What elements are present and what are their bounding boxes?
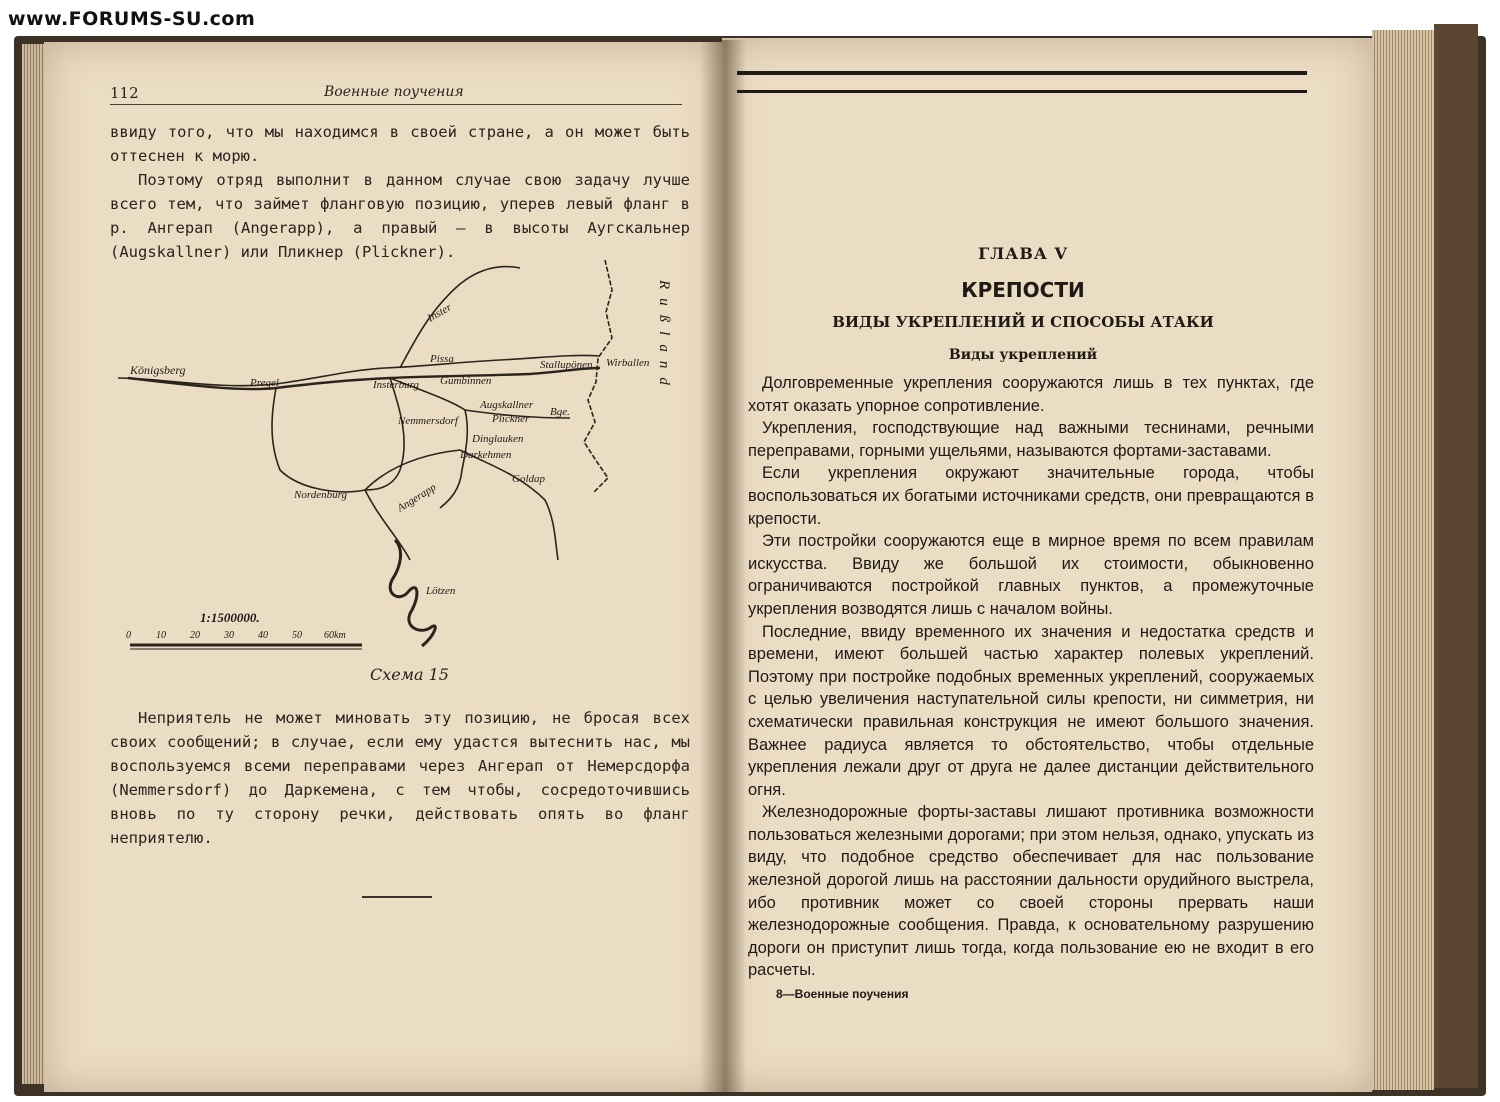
map-label-pissa: Pissa — [430, 353, 454, 365]
map-scale-bar — [130, 645, 362, 649]
map-label-angerapp: Angerapp — [395, 481, 439, 515]
left-page-bottom-text — [110, 706, 690, 850]
book-spine-shadow — [1434, 24, 1478, 1088]
scale-tick: 0 — [126, 630, 131, 641]
page-number: 112 — [110, 84, 139, 102]
top-rule-secondary — [737, 90, 1307, 93]
right-page-text — [748, 372, 1314, 982]
map-label-nemmersdorf: Nemmersdorf — [398, 415, 458, 427]
paragraph: Если укрепления окружают значительные города, чтобы воспользоваться их богатыми источниками средств, они превращаются в крепости. — [748, 464, 1314, 528]
scale-tick: 60km — [324, 630, 346, 641]
paragraph: Железнодорожные форты-заставы лишают противника возможности пользоваться железными дорогами; при этом нельзя, однако, упускать из виду, что подобное средство обеспечивает для нас пользование железной дорогой лишь на расстоянии дальности орудийного выстрела, ибо противник может со своей стороны прервать наши железнодорожные сообщения. Правда, к основательному разрушению дороги он приступит лишь тогда, когда пользование ею не входит в его расчеты. — [748, 803, 1314, 980]
end-rule — [362, 896, 432, 898]
running-head — [110, 84, 682, 105]
map-label-pregel: Pregel — [250, 377, 279, 389]
paragraph: Последние, ввиду временного их значения и недостатка средств и времени, имеют большей частью характер полевых укреплений. Поэтому при постройке подобных временных укреплений, сооружаемых с целью увеличения наступательной силы крепости, ни симметрия, ни схематически правильная конструкция не имеют большого значения. Важнее радиуса является то обстоятельство, чтобы отдельные укрепления лежали друг от друга не далее дистанции действительного огня. — [748, 622, 1314, 799]
paragraph: ввиду того, что мы находимся в своей стране, а он может быть оттеснен к морю. — [110, 123, 690, 165]
map-scale-ticks — [126, 630, 346, 641]
map-label-lotzen: Lötzen — [426, 585, 456, 597]
right-page-edges — [1372, 30, 1434, 1090]
top-rule — [737, 71, 1307, 75]
map-label-stallupönen: Stallupönen — [540, 359, 593, 371]
map-label-konigsberg: Königsberg — [130, 363, 186, 377]
chapter-title: КРЕПОСТИ — [961, 278, 1085, 302]
book-gutter — [700, 40, 746, 1092]
scale-tick: 30 — [224, 630, 234, 641]
paragraph: Неприятель не может миновать эту позицию, не бросая всех своих сообщений; в случае, если ему удастся вытеснить нас, мы воспользуемся всеми переправами через Ангерап от Немерсдорфа (Nemmersdorf) до Даркемена, с тем чтобы, сосредоточившись вновь по ту сторону речки, действовать опять во фланг неприятелю. — [110, 709, 690, 847]
map-caption: Схема 15 — [370, 665, 449, 684]
running-head-title: Военные поучения — [324, 84, 464, 100]
scale-tick: 20 — [190, 630, 200, 641]
scale-tick: 10 — [156, 630, 166, 641]
paragraph: Эти постройки сооружаются еще в мирное время по всем правилам искусства. Ввиду же большой их стоимости, обыкновенно ограничиваются постройкой главных пунктов, а промежуточные укрепления возводятся лишь с началом войны. — [748, 532, 1314, 618]
chapter-label: ГЛАВА V — [978, 244, 1068, 263]
watermark: www.FORUMS-SU.com — [8, 8, 256, 30]
left-page-edges — [22, 44, 46, 1084]
map-scale-label: 1:1500000. — [200, 610, 260, 625]
left-page-top-text — [110, 120, 690, 264]
map-label-russland: Rußland — [656, 280, 672, 394]
map-label-plickner: Plickner — [492, 413, 530, 425]
signature-mark: 8—Военные поучения — [776, 987, 909, 1001]
map-label-gumbinnen: Gumbinnen — [440, 375, 492, 387]
map-label-bge: Bge. — [550, 406, 570, 418]
map-label-augskallner: Augskallner — [480, 399, 534, 411]
paragraph: Поэтому отряд выполнит в данном случае свою задачу лучше всего тем, что займет фланговую позицию, уперев левый фланг в р. Ангерап (Angerapp), а правый — в высоты Аугскальнер (Augskallner) или Пликнер (Plickner). — [110, 171, 690, 261]
map-label-darkehmen: Darkehmen — [460, 449, 512, 461]
paragraph: Долговременные укрепления сооружаются лишь в тех пунктах, где хотят оказать упорное сопротивление. — [748, 374, 1314, 415]
scale-tick: 40 — [258, 630, 268, 641]
map-label-insterburg: Insterburg — [373, 379, 420, 391]
map-label-nordenburg: Nordenburg — [294, 489, 347, 501]
map-label-goldap: Goldap — [512, 473, 545, 485]
subsection-title: Виды укреплений — [948, 347, 1098, 363]
map-label-dinglauken: Dinglauken — [472, 433, 524, 445]
paragraph: Укрепления, господствующие над важными теснинами, речными переправами, горными ущельями, называются фортами-заставами. — [748, 419, 1314, 460]
section-title: ВИДЫ УКРЕПЛЕНИЙ И СПОСОБЫ АТАКИ — [832, 313, 1214, 331]
map-label-wirballen: Wirballen — [606, 357, 650, 369]
map-label-inster: Inster — [425, 301, 454, 325]
scale-tick: 50 — [292, 630, 302, 641]
schematic-map — [100, 250, 690, 660]
